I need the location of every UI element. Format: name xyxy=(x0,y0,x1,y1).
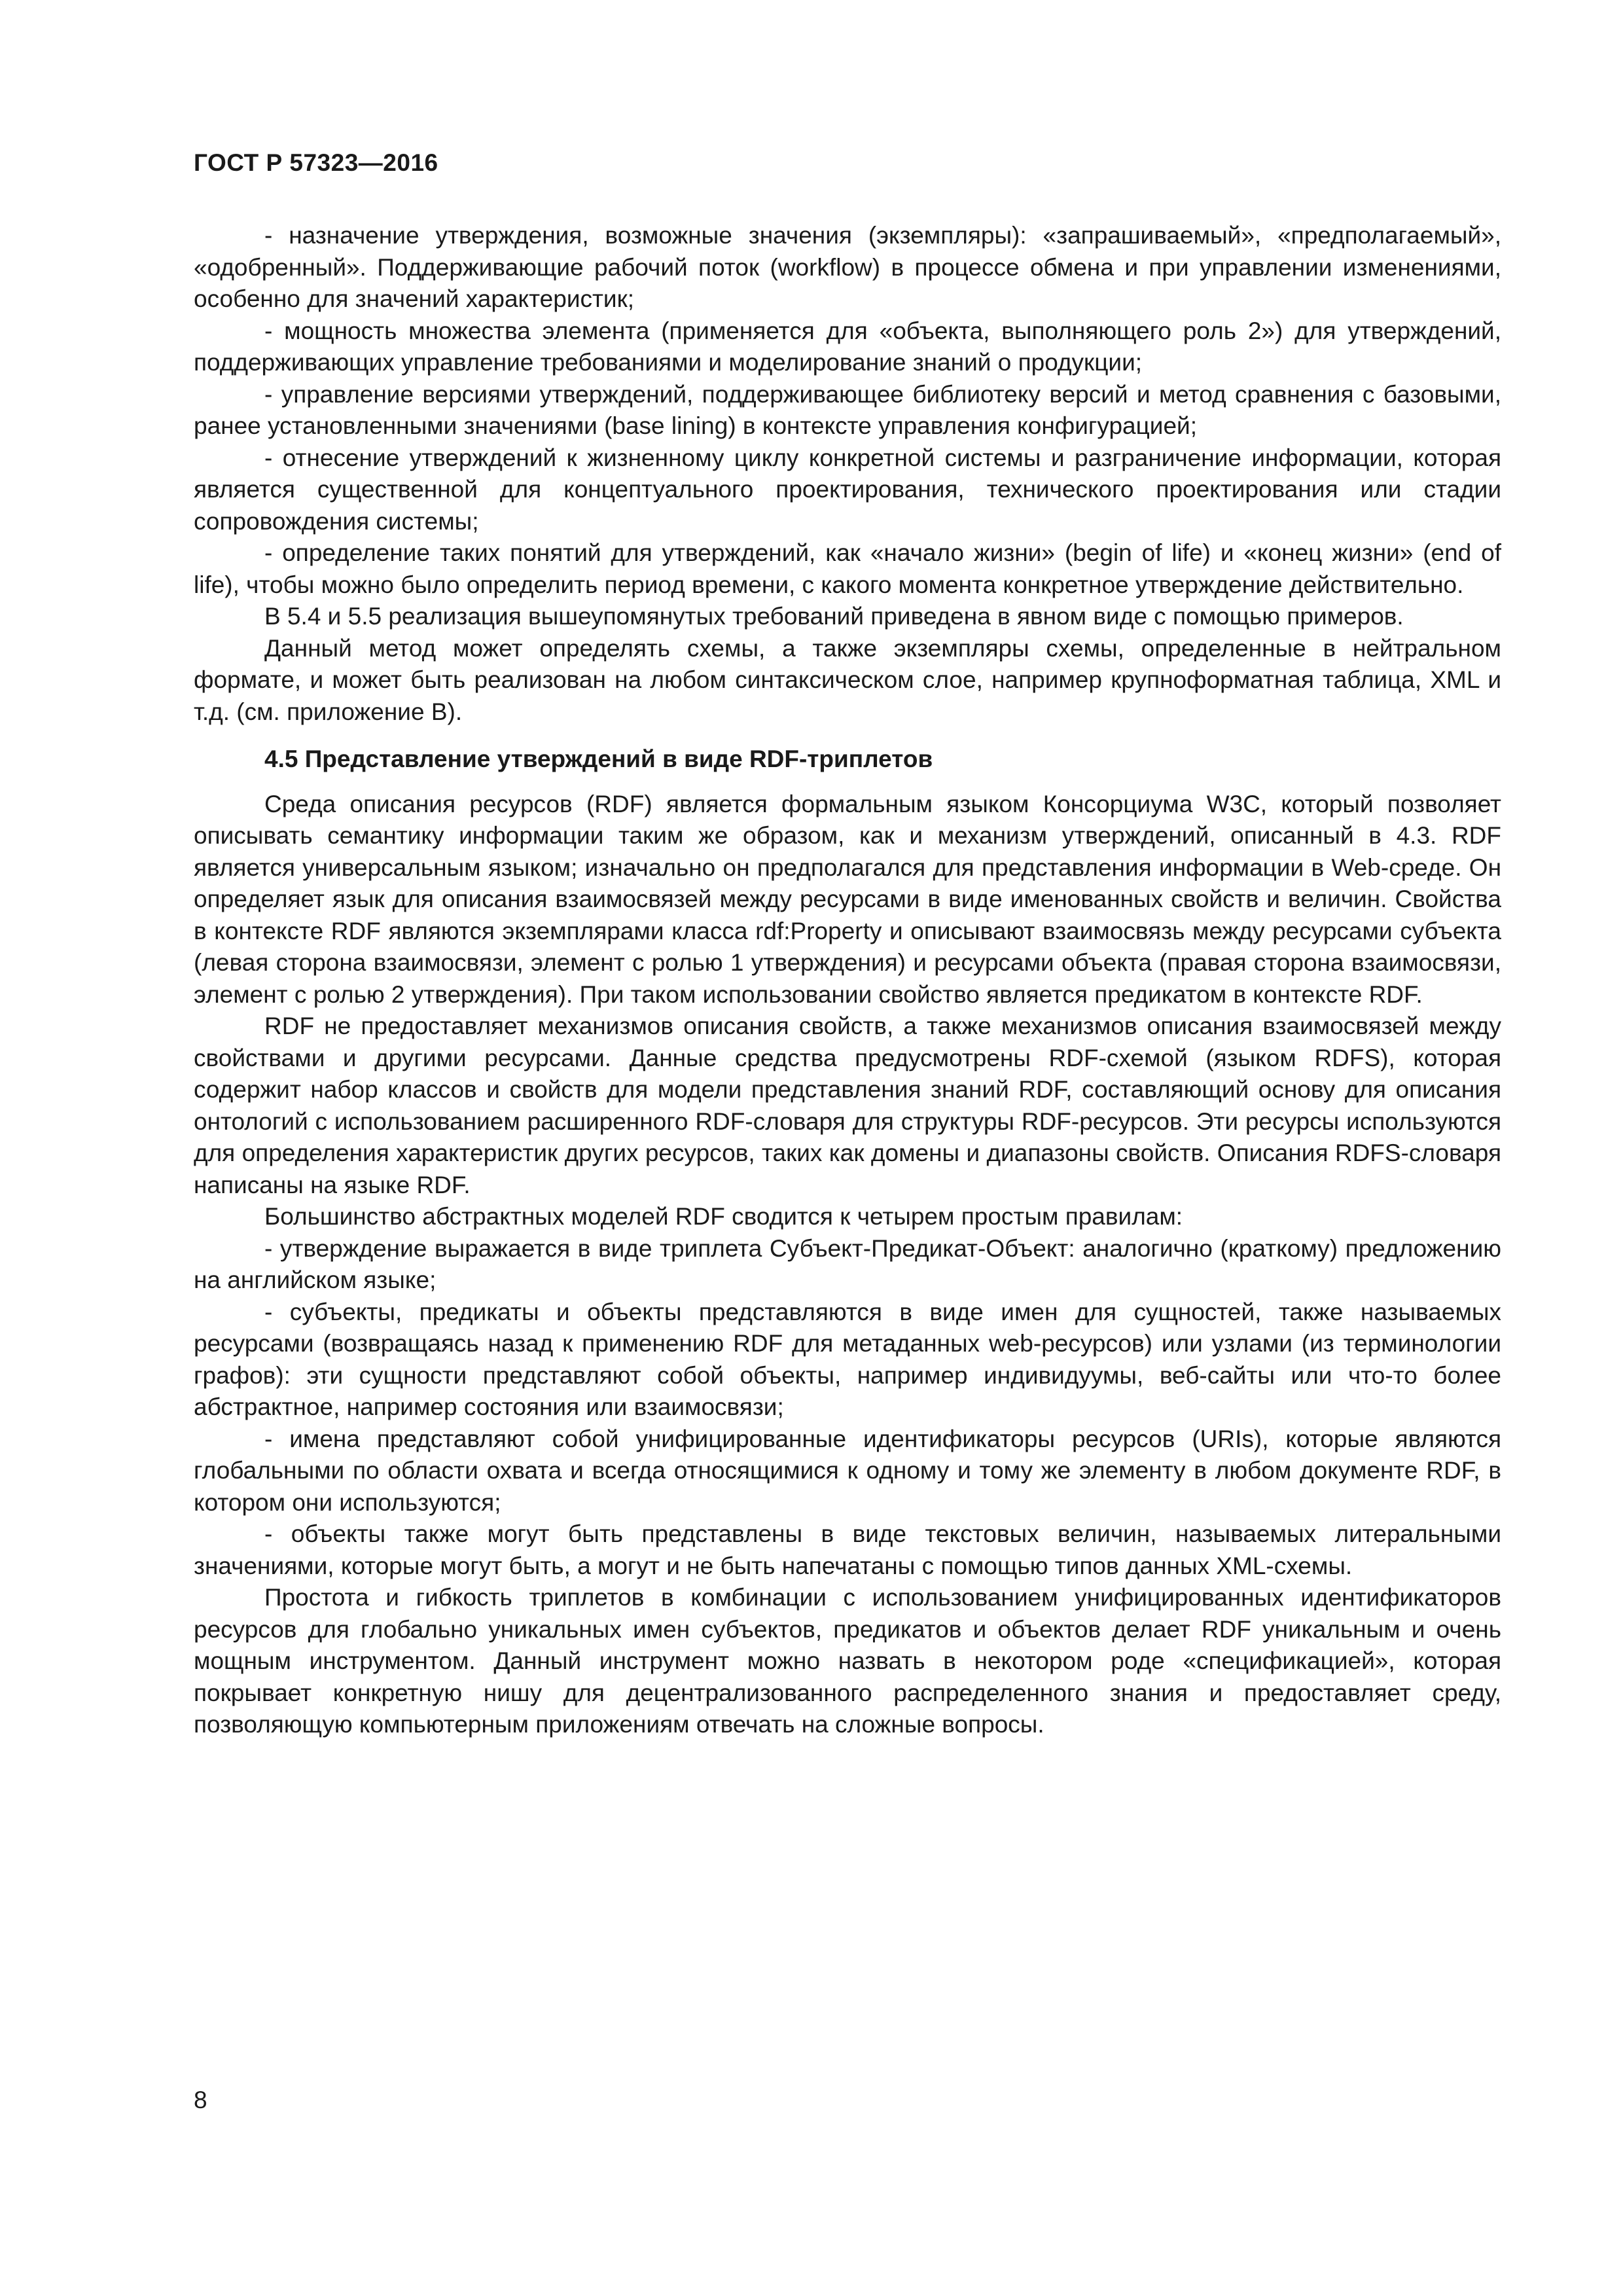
paragraph: - объекты также могут быть представлены в виде текстовых величин, называемых литеральными значениями, которые могут быть, а могут и не быть напечатаны с помощью типов данных XML-схемы. xyxy=(194,1520,1501,1579)
page-number: 8 xyxy=(194,2087,207,2113)
paragraph: Среда описания ресурсов (RDF) является формальным языком Консорциума W3C, который позволяет описывать семантику информации таким же образом, как и механизм утверждений, описанный в 4.3. RDF является универсальным языком; изначально он предполагался для представления информации в Web-среде. Он определяет язык для описания взаимосвязей между ресурсами в виде именованных свойств и величин. Свойства в контексте RDF являются экземплярами класса rdf:Property и описывают взаимосвязь между ресурсами субъекта (левая сторона взаимосвязи, элемент с ролью 1 утверждения) и ресурсами объекта (правая сторона взаимосвязи, элемент с ролью 2 утверждения). При таком использовании свойство является предикатом в контексте RDF. xyxy=(194,790,1501,1008)
paragraph: Простота и гибкость триплетов в комбинации с использованием унифицированных идентификаторов ресурсов для глобально уникальных имен субъектов, предикатов и объектов делает RDF уникальным и очень мощным инструментом. Данный инструмент можно назвать в некотором роде «спецификацией», которая покрывает конкретную нишу для децентрализованного распределенного знания и предоставляет среду, позволяющую компьютерным приложениям отвечать на сложные вопросы. xyxy=(194,1584,1501,1738)
paragraph: Данный метод может определять схемы, а также экземпляры схемы, определенные в нейтральном формате, и может быть реализован на любом синтаксическом слое, например крупноформатная таблица, XML и т.д. (см. приложение В). xyxy=(194,634,1501,725)
paragraph: RDF не предоставляет механизмов описания свойств, а также механизмов описания взаимосвязей между свойствами и другими ресурсами. Данные средства предусмотрены RDF-схемой (языком RDFS), которая содержит набор классов и свойств для модели представления знаний RDF, составляющий основу для описания онтологий с использованием расширенного RDF-словаря для структуры RDF-ресурсов. Эти ресурсы используются для определения характеристик других ресурсов, таких как домены и диапазоны свойств. Описания RDFS-словаря написаны на языке RDF. xyxy=(194,1013,1501,1198)
paragraph: - субъекты, предикаты и объекты представляются в виде имен для сущностей, также называемых ресурсами (возвращаясь назад к применению RDF для метаданных web-ресурсов) или узлами (из терминологии графов): эти сущности представляют собой объекты, например индивидуумы, веб-сайты или что-то более абстрактное, например состояния или взаимосвязи; xyxy=(194,1298,1501,1420)
paragraph: - имена представляют собой унифицированные идентификаторы ресурсов (URIs), которые являются глобальными по области охвата и всегда относящимися к одному и тому же элементу в любом документе RDF, в котором они используются; xyxy=(194,1425,1501,1516)
document-header: ГОСТ Р 57323—2016 xyxy=(194,149,438,176)
paragraph: - управление версиями утверждений, поддерживающее библиотеку версий и метод сравнения с базовыми, ранее установленными значениями (base lining) в контексте управления конфигурацией; xyxy=(194,380,1501,439)
paragraph: - отнесение утверждений к жизненному циклу конкретной системы и разграничение информации, которая является существенной для концептуального проектирования, технического проектирования или стадии сопровождения системы; xyxy=(194,444,1501,535)
paragraph: - назначение утверждения, возможные значения (экземпляры): «запрашиваемый», «предполагаемый», «одобренный». Поддерживающие рабочий поток (workflow) в процессе обмена и при управлении изменениями, особенно для значений характеристик; xyxy=(194,222,1501,312)
paragraph: В 5.4 и 5.5 реализация вышеупомянутых требований приведена в явном виде с помощью примеров. xyxy=(264,603,1404,630)
paragraph: - определение таких понятий для утверждений, как «начало жизни» (begin of life) и «конец жизни» (end of life), чтобы можно было определить период времени, с какого момента конкретное утверждение действительно. xyxy=(194,539,1501,598)
paragraph: Большинство абстрактных моделей RDF сводится к четырем простым правилам: xyxy=(264,1203,1183,1230)
section-heading: 4.5 Представление утверждений в виде RDF-триплетов xyxy=(264,745,933,772)
paragraph: - утверждение выражается в виде триплета Субъект-Предикат-Объект: аналогично (краткому) предложению на английском языке; xyxy=(194,1234,1501,1293)
paragraph: - мощность множества элемента (применяется для «объекта, выполняющего роль 2») для утверждений, поддерживающих управление требованиями и моделирование знаний о продукции; xyxy=(194,317,1501,376)
document-body xyxy=(194,220,1501,1741)
